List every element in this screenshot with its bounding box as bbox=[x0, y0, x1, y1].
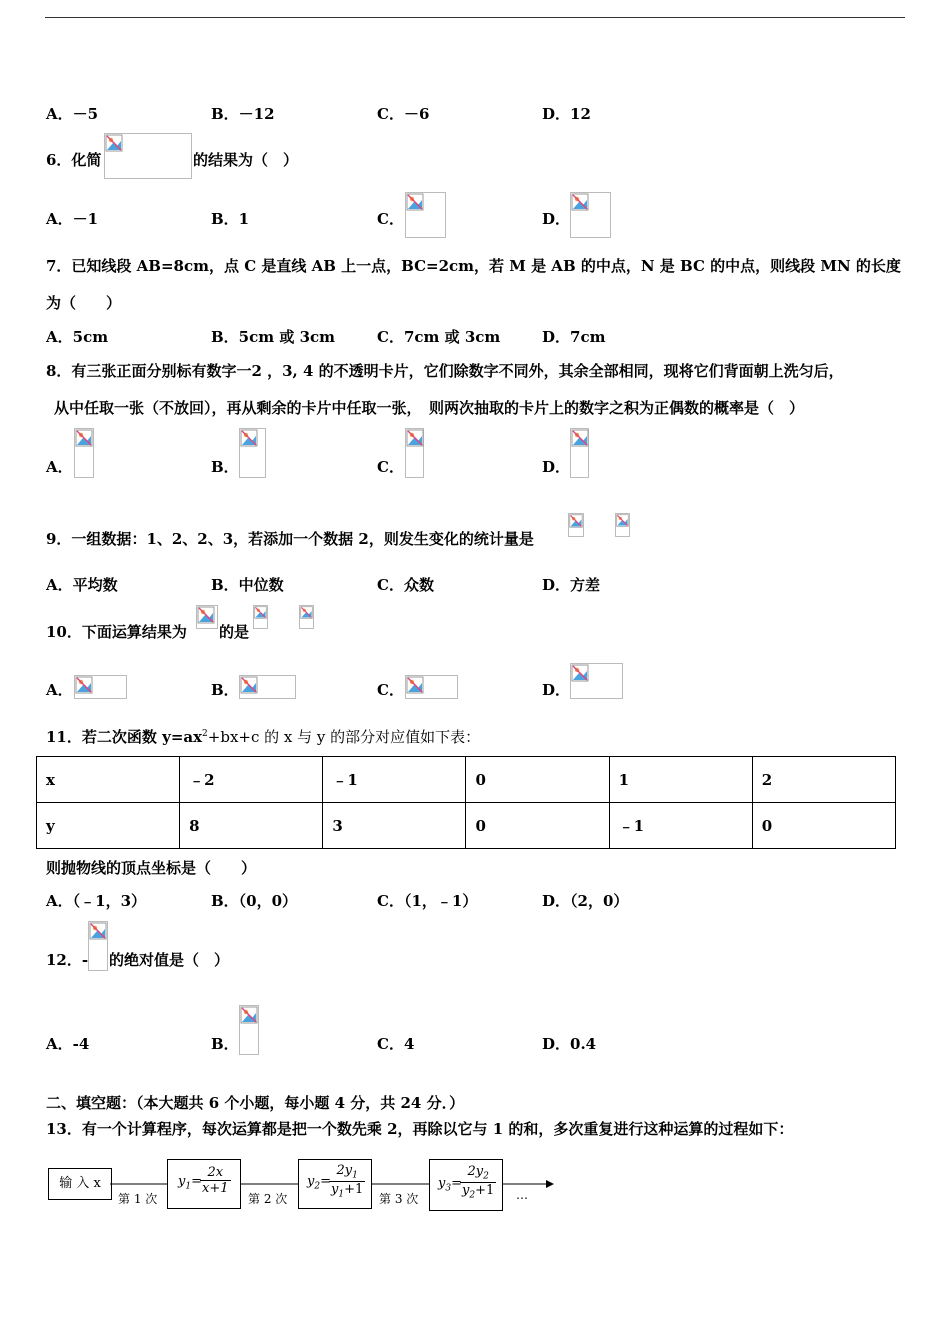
q10-inline-image-3 bbox=[299, 605, 314, 629]
q6-option-c: C． bbox=[377, 210, 404, 228]
y3-denominator bbox=[460, 1183, 496, 1201]
y2-num-text: 2y bbox=[336, 1163, 353, 1178]
q8-stem-line1: 8．有三张正面分别标有数字一2 ，3, 4 的不透明卡片，它们除数字不同外，其余全部相同，现将它们背面朝上洗匀后， bbox=[46, 362, 844, 380]
q8-option-d: D． bbox=[542, 458, 571, 476]
broken-image-icon bbox=[240, 676, 258, 694]
q7-option-b: B．5cm 或 3cm bbox=[211, 328, 336, 346]
flow-input-box: 输 入 x bbox=[48, 1168, 112, 1200]
q11-stem bbox=[46, 726, 480, 747]
q9-inline-image-1 bbox=[568, 513, 584, 537]
broken-image-icon bbox=[300, 606, 313, 619]
y1-sub: 1 bbox=[185, 1181, 192, 1192]
y2-numerator bbox=[329, 1163, 365, 1182]
q10-prefix: 10．下面运算结果为 bbox=[46, 623, 187, 641]
y3-den-text: y bbox=[462, 1182, 470, 1198]
y2-den-sub: 1 bbox=[338, 1189, 345, 1200]
q9-inline-image-2 bbox=[615, 513, 630, 537]
q7-stem-line2: 为（ ） bbox=[46, 294, 122, 312]
header-rule bbox=[45, 17, 905, 18]
flow-step-1-box bbox=[167, 1159, 241, 1209]
q10-option-b: B． bbox=[211, 681, 239, 699]
section2-heading: 二、填空题：（本大题共 6 个小题，每小题 4 分，共 24 分．） bbox=[46, 1094, 465, 1112]
table-cell: 0 bbox=[466, 803, 609, 849]
q8-option-a-image bbox=[74, 428, 94, 478]
y2-formula: $y_2=$ bbox=[307, 1174, 331, 1192]
q11-value-table bbox=[36, 756, 896, 849]
q9-option-c: C．众数 bbox=[377, 576, 434, 594]
flow-step-1-label: 第 1 次 bbox=[118, 1192, 158, 1206]
table-cell: y bbox=[37, 803, 180, 849]
q6-option-c-image bbox=[405, 192, 446, 238]
broken-image-icon bbox=[571, 429, 589, 447]
q9-option-a: A．平均数 bbox=[46, 576, 118, 594]
q12-inline-image bbox=[88, 921, 108, 971]
table-cell: 0 bbox=[466, 757, 609, 803]
q10-option-c: C． bbox=[377, 681, 404, 699]
q6-option-a: A．－1 bbox=[46, 210, 99, 228]
y2-den-tail: +1 bbox=[344, 1181, 364, 1197]
q13-flow-diagram bbox=[46, 1156, 556, 1216]
q12-prefix: 12．- bbox=[46, 951, 89, 969]
broken-image-icon bbox=[406, 676, 424, 694]
table-cell: 2 bbox=[752, 757, 895, 803]
q9-option-d: D．方差 bbox=[542, 576, 601, 594]
q8-option-c: C． bbox=[377, 458, 404, 476]
q13-stem: 13．有一个计算程序，每次运算都是把一个数先乘 2，再除以它与 1 的和，多次重复进行这种运算的过程如下： bbox=[46, 1120, 794, 1138]
q11-option-d: D．（2，0） bbox=[542, 892, 629, 910]
y1-fraction bbox=[200, 1165, 231, 1196]
table-cell: ﹣1 bbox=[323, 757, 466, 803]
broken-image-icon bbox=[75, 429, 93, 447]
q11-stem-rest: +bx+c 的 x 与 y 的部分对应值如下表： bbox=[207, 728, 481, 746]
q6-option-d: D． bbox=[542, 210, 571, 228]
y2-denominator bbox=[329, 1182, 365, 1200]
y2-den-text: y bbox=[331, 1181, 339, 1197]
y2-sub: 2 bbox=[314, 1181, 321, 1192]
y3-lhs: y bbox=[438, 1176, 446, 1191]
q7-option-a: A．5cm bbox=[46, 328, 109, 346]
broken-image-icon bbox=[406, 429, 424, 447]
table-row bbox=[37, 757, 896, 803]
q9-option-b: B．中位数 bbox=[211, 576, 284, 594]
table-cell: ﹣1 bbox=[609, 803, 752, 849]
q10-option-d-image bbox=[570, 663, 623, 699]
q5-option-a: A．－5 bbox=[46, 105, 99, 123]
q11-option-a: A．（﹣1，3） bbox=[46, 892, 147, 910]
q10-inline-image-2 bbox=[253, 605, 268, 629]
q8-option-b-image bbox=[239, 428, 266, 478]
table-cell: 1 bbox=[609, 757, 752, 803]
table-cell: 3 bbox=[323, 803, 466, 849]
y3-numerator bbox=[460, 1164, 496, 1183]
y1-numerator: 2x bbox=[200, 1165, 231, 1181]
broken-image-icon bbox=[571, 664, 589, 682]
q7-option-d: D．7cm bbox=[542, 328, 606, 346]
q12-option-b-image bbox=[239, 1005, 259, 1055]
broken-image-icon bbox=[240, 429, 258, 447]
broken-image-icon bbox=[254, 606, 267, 619]
broken-image-icon bbox=[197, 606, 215, 624]
q12-option-c: C．4 bbox=[377, 1035, 415, 1053]
y3-sub: 3 bbox=[445, 1183, 452, 1194]
q12-option-a: A．-4 bbox=[46, 1035, 90, 1053]
broken-image-icon bbox=[406, 193, 424, 211]
q10-option-a: A． bbox=[46, 681, 73, 699]
table-cell: 0 bbox=[752, 803, 895, 849]
y3-fraction bbox=[460, 1164, 496, 1200]
table-cell: x bbox=[37, 757, 180, 803]
q8-option-c-image bbox=[405, 428, 424, 478]
q5-option-c: C．－6 bbox=[377, 105, 430, 123]
y3-den-sub: 2 bbox=[469, 1190, 476, 1201]
q8-option-b: B． bbox=[211, 458, 239, 476]
y3-formula: $y_3=$ bbox=[438, 1176, 462, 1194]
q8-option-a: A． bbox=[46, 458, 73, 476]
table-cell: 8 bbox=[180, 803, 323, 849]
y2-lhs: y bbox=[307, 1174, 315, 1189]
q10-option-b-image bbox=[239, 675, 296, 699]
broken-image-icon bbox=[240, 1006, 258, 1024]
q6-suffix: 的结果为（ ） bbox=[193, 151, 299, 169]
flow-step-2-label: 第 2 次 bbox=[248, 1192, 288, 1206]
q6-prefix: 6．化简 bbox=[46, 151, 102, 169]
y3-num-text: 2y bbox=[467, 1164, 484, 1179]
flow-step-2-box bbox=[298, 1159, 372, 1209]
y2-num-sub: 1 bbox=[352, 1170, 358, 1181]
broken-image-icon bbox=[89, 922, 107, 940]
q12-option-b: B． bbox=[211, 1035, 239, 1053]
q6-option-d-image bbox=[570, 192, 611, 238]
q10-option-c-image bbox=[405, 675, 458, 699]
broken-image-icon bbox=[105, 134, 123, 152]
q11-stem-bold: 11．若二次函数 y=ax bbox=[46, 728, 203, 746]
flow-step-3-box bbox=[429, 1159, 503, 1211]
table-cell: ﹣2 bbox=[180, 757, 323, 803]
q6-option-b: B．1 bbox=[211, 210, 250, 228]
y1-denominator: x+1 bbox=[202, 1181, 229, 1196]
q12-suffix: 的绝对值是（ ） bbox=[109, 951, 230, 969]
q10-option-a-image bbox=[74, 675, 127, 699]
flow-step-3-label: 第 3 次 bbox=[379, 1192, 419, 1206]
q10-option-d: D． bbox=[542, 681, 571, 699]
y2-fraction bbox=[329, 1163, 365, 1199]
flow-ellipsis: … bbox=[516, 1188, 528, 1202]
q11-stem-sup: 2 bbox=[202, 729, 208, 739]
q12-option-d: D．0.4 bbox=[542, 1035, 597, 1053]
q8-stem-line2: 从中任取一张（不放回），再从剩余的卡片中任取一张， 则两次抽取的卡片上的数字之积为正偶数的概率是（ ） bbox=[54, 399, 805, 417]
q8-option-d-image bbox=[570, 428, 589, 478]
q5-option-d: D．12 bbox=[542, 105, 591, 123]
q6-formula-image bbox=[104, 133, 192, 179]
q5-option-b: B．－12 bbox=[211, 105, 275, 123]
q7-stem-line1: 7．已知线段 AB=8cm，点 C 是直线 AB 上一点，BC=2cm，若 M 是 AB 的中点，N 是 BC 的中点，则线段 MN 的长度 bbox=[46, 257, 901, 275]
q11-option-b: B．（0，0） bbox=[211, 892, 298, 910]
y1-lhs: y bbox=[178, 1174, 186, 1189]
q9-stem: 9．一组数据：1、2、2、3，若添加一个数据 2，则发生变化的统计量是 bbox=[46, 530, 534, 548]
y1-formula: $y_1=$ bbox=[178, 1174, 202, 1192]
q11-after-table: 则抛物线的顶点坐标是（ ） bbox=[46, 859, 257, 877]
q10-inline-image bbox=[196, 605, 218, 629]
q11-option-c: C．（1，﹣1） bbox=[377, 892, 478, 910]
broken-image-icon bbox=[571, 193, 589, 211]
broken-image-icon bbox=[75, 676, 93, 694]
broken-image-icon bbox=[616, 514, 629, 527]
table-row bbox=[37, 803, 896, 849]
q10-suffix: 的是 bbox=[219, 623, 250, 641]
q7-option-c: C．7cm 或 3cm bbox=[377, 328, 501, 346]
broken-image-icon bbox=[569, 514, 583, 528]
y3-den-tail: +1 bbox=[475, 1182, 495, 1198]
y3-num-sub: 2 bbox=[483, 1171, 489, 1182]
